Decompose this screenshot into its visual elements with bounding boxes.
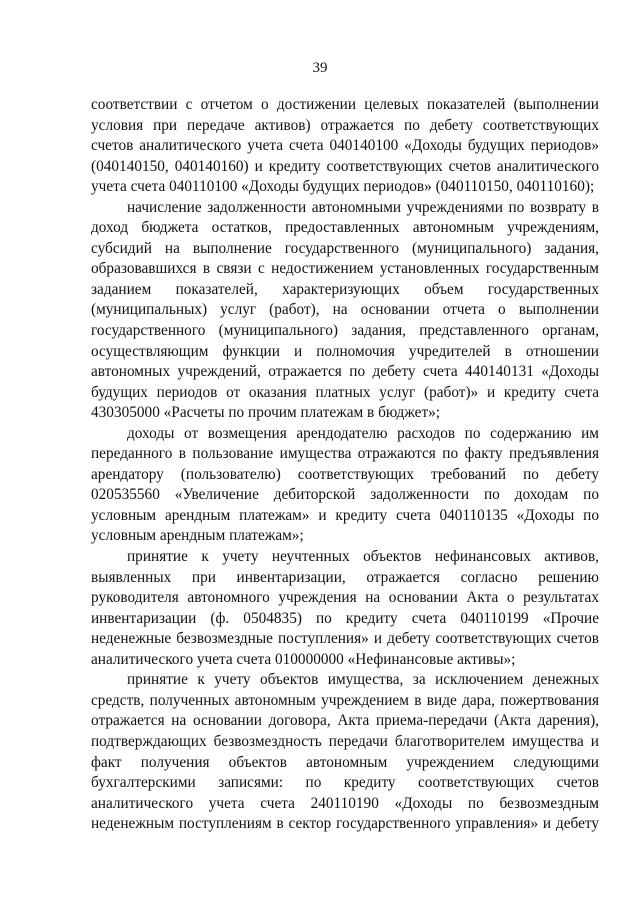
text-line: осуществляющим функции и полномочия учредителей в отношении [91,342,599,360]
text-line: начисление задолженности автономными учреждениями по возврату в [127,198,599,216]
text-line: принятие к учету объектов имущества, за исключением денежных [127,671,599,689]
text-line: учета счета 040110100 «Доходы будущих периодов» (040110150, 040110160); [91,178,595,196]
text-line: будущих периодов от оказания платных услуг (работ)» и кредиту счета [91,383,599,401]
text-line: 020535560 «Увеличение дебиторской задолженности по доходам по [91,486,599,504]
text-line: (муниципальных) услуг (работ), на основании отчета о выполнении [91,301,599,319]
text-line: автономных учреждений, отражается по дебету счета 440140131 «Доходы [91,363,599,381]
text-line: условия при передаче активов) отражается по дебету соответствующих [91,116,599,134]
text-line: неденежным поступлениям в сектор государственного управления» и дебету [91,815,599,833]
text-line: условным арендным платежам» и кредиту счета 040110135 «Доходы по [91,506,599,524]
text-line: бухгалтерскими записями: по кредиту соответствующих счетов [91,774,599,792]
text-line: (040140150, 040140160) и кредиту соответствующих счетов аналитического [91,157,599,175]
text-line: аналитического учета счета 240110190 «Доходы по безвозмездным [91,794,599,812]
text-line: принятие к учету неучтенных объектов нефинансовых активов, [127,548,599,566]
text-line: 430305000 «Расчеты по прочим платежам в бюджет»; [91,404,441,422]
text-line: подтверждающих безвозмездность передачи благотворителем имущества и [91,732,599,750]
document-body [91,95,599,835]
text-line: счетов аналитического учета счета 040140100 «Доходы будущих периодов» [91,137,599,155]
text-line: руководителя автономного учреждения на основании Акта о результатах [91,589,599,607]
text-line: заданием показателей, характеризующих объем государственных [91,280,599,298]
text-line: отражается на основании договора, Акта приема-передачи (Акта дарения), [91,712,599,730]
text-line: неденежные безвозмездные поступления» и дебету соответствующих счетов [91,630,599,648]
text-line: инвентаризации (ф. 0504835) по кредиту счета 040110199 «Прочие [91,609,599,627]
text-line: соответствии с отчетом о достижении целевых показателей (выполнении [91,96,599,113]
text-line: выявленных при инвентаризации, отражается согласно решению [91,568,599,586]
text-line: образовавшихся в связи с недостижением установленных государственным [91,260,599,278]
text-line: субсидий на выполнение государственного (муниципального) задания, [91,239,599,257]
text-line: доход бюджета остатков, предоставленных автономным учреждениям, [91,219,599,237]
text-line: доходы от возмещения арендодателю расходов по содержанию им [127,424,599,442]
text-line: аналитического учета счета 010000000 «Нефинансовые активы»; [91,650,516,668]
text-line: государственного (муниципального) задания, представленного органам, [91,322,599,340]
text-line: факт получения объектов автономным учреждением следующими [91,753,599,771]
text-line: средств, полученных автономным учреждением в виде дара, пожертвования [91,691,599,709]
text-line: переданного в пользование имущества отражаются по факту предъявления [91,445,599,463]
page-number: 39 [312,60,328,76]
text-line: арендатору (пользователю) соответствующих требований по дебету [91,465,599,483]
text-line: условным арендным платежам»; [91,527,304,545]
